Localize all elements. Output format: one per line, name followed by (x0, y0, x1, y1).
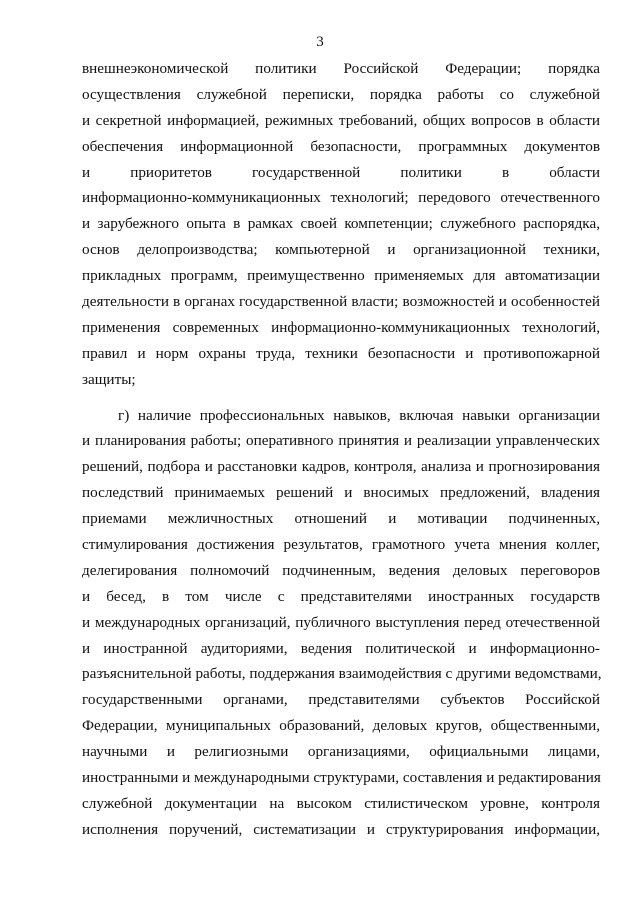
text-line: и планирования работы; оперативного принятия и реализации управленческих (82, 432, 600, 450)
text-line: внешнеэкономической политики Российской Федерации; порядка (82, 60, 600, 77)
text-line: и секретной информацией, режимных требований, общих вопросов в области (82, 111, 600, 129)
text-line: обеспечения информационной безопасности, программных документов (82, 137, 600, 155)
document-body (82, 56, 600, 843)
text-line: защиты; (82, 370, 136, 388)
text-line: и бесед, в том числе с представителями иностранных государств (82, 587, 600, 605)
paragraph-1 (82, 56, 600, 393)
text-line: стимулирования достижения результатов, грамотного учета мнения коллег, (82, 536, 600, 554)
paragraph-2 (82, 403, 600, 843)
page-number: 3 (316, 34, 324, 50)
text-line: правил и норм охраны труда, техники безопасности и противопожарной (82, 344, 600, 362)
paragraph-gap (82, 393, 600, 403)
text-line: осуществления служебной переписки, порядка работы со служебной (82, 85, 600, 103)
text-line: служебной документации на высоком стилистическом уровне, контроля (82, 794, 600, 812)
text-line: прикладных программ, преимущественно применяемых для автоматизации (82, 267, 600, 285)
text-line: последствий принимаемых решений и вносимых предложений, владения (82, 484, 600, 502)
text-line: иностранными и международными структурами, составления и редактирования (82, 769, 601, 787)
text-line: разъяснительной работы, поддержания взаимодействия с другими ведомствами, (82, 665, 602, 683)
text-line: научными и религиозными организациями, официальными лицами, (82, 743, 600, 761)
text-line: и приоритетов государственной политики в области (82, 163, 600, 181)
text-line: исполнения поручений, систематизации и структурирования информации, (82, 820, 600, 838)
text-line: и зарубежного опыта в рамках своей компетенции; служебного распорядка, (82, 215, 600, 233)
text-line: и иностранной аудиториями, ведения политической и информационно- (82, 639, 600, 657)
text-line: государственными органами, представителями субъектов Российской (82, 691, 600, 709)
text-line: делегирования полномочий подчиненным, ведения деловых переговоров (82, 561, 600, 579)
text-line: решений, подбора и расстановки кадров, контроля, анализа и прогнозирования (82, 458, 600, 476)
text-line: деятельности в органах государственной власти; возможностей и особенностей (82, 293, 600, 311)
text-line: г) наличие профессиональных навыков, включая навыки организации (118, 406, 600, 424)
text-line: основ делопроизводства; компьютерной и организационной техники, (82, 241, 600, 259)
text-line: и международных организаций, публичного выступления перед отечественной (82, 613, 600, 631)
text-line: приемами межличностных отношений и мотивации подчиненных, (82, 510, 600, 528)
text-line: Федерации, муниципальных образований, деловых кругов, общественными, (82, 717, 600, 735)
text-line: информационно-коммуникационных технологий; передового отечественного (82, 189, 600, 207)
text-line: применения современных информационно-коммуникационных технологий, (82, 318, 600, 336)
